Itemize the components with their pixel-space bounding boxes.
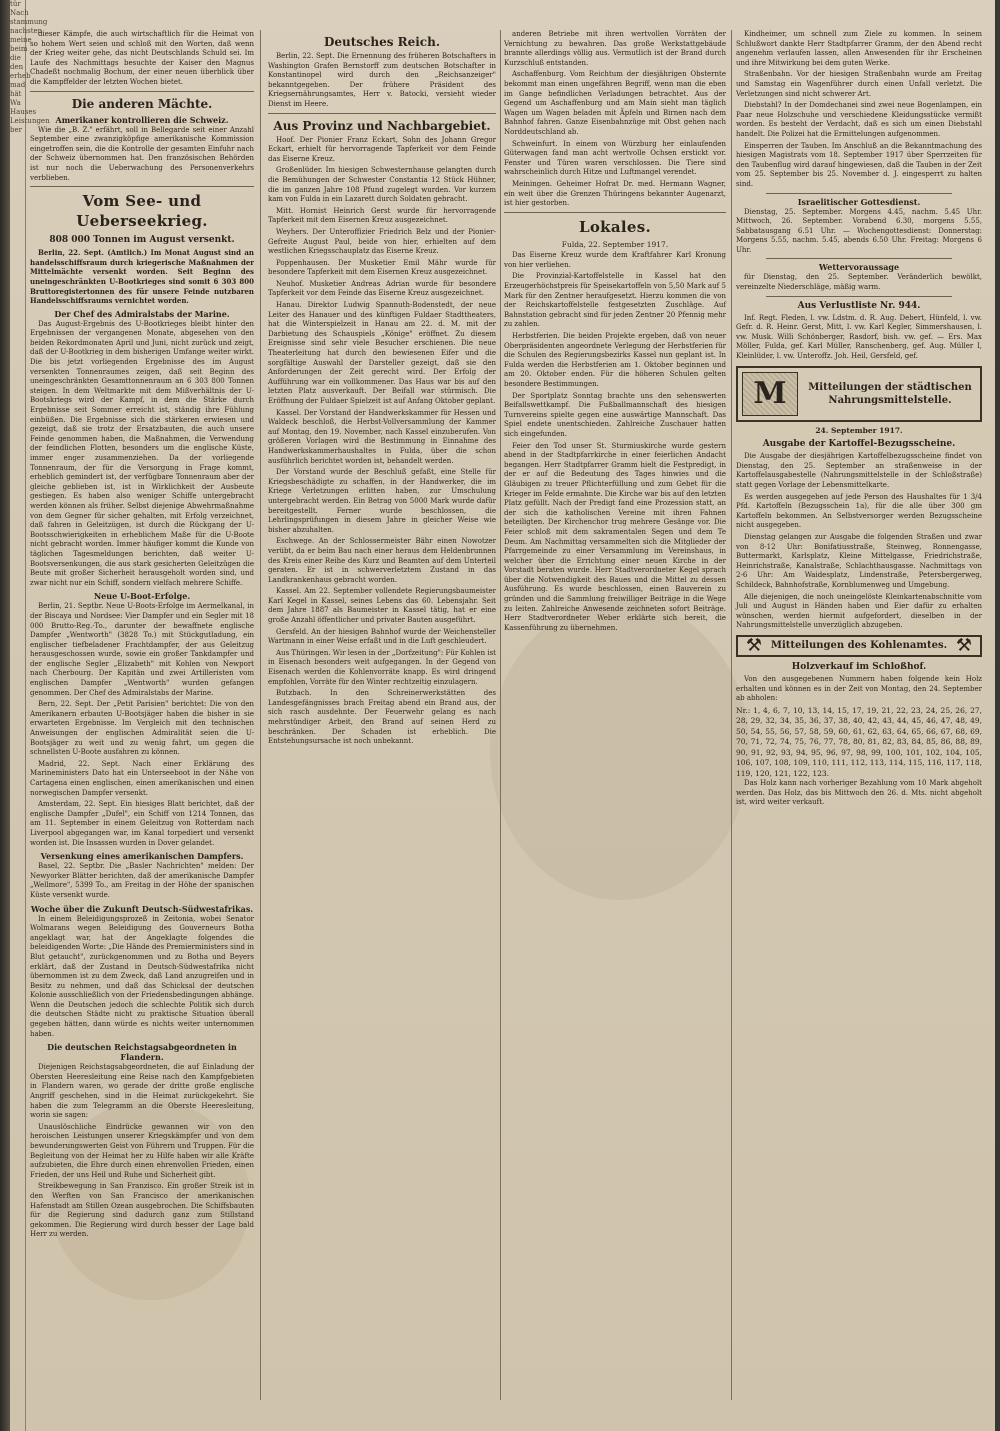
crossed-hammers-icon: ⚒ xyxy=(745,635,763,657)
column-rule xyxy=(731,30,732,1400)
article-text: Gersfeld. An der hiesigen Bahnhof wurde der Weichensteller Wartmann in einer Weise erfaßt und in die Luft geschleudert. xyxy=(268,627,496,646)
article-heading: Ausgabe der Kartoffel-Bezugsscheine. xyxy=(762,439,956,450)
article-text: Dienstag gelangen zur Ausgabe die folgenden Straßen und zwar von 8-12 Uhr: Bonifatiusstraße, Steinweg, Ronnengasse, Buttermarkt, Karlsplatz, Kleine Mittelgasse, Friedrichstraße, Heinrichstraße, Kanalstraße, Schlachthausgasse. Nachmittags von 2-6 Uhr: Am Waidesplatz, Lindenstraße, Petersbergerweg, Schildeck, Bahnhofstraße, Kornblumenweg und Umgebung. xyxy=(736,532,982,589)
article-text: Das Holz kann nach vorheriger Bezahlung vom 10 Mark abgeholt werden. Das Holz, das bis Mittwoch den 26. d. Mts. nicht abgeholt ist, wird weiter verkauft. xyxy=(736,779,982,807)
article-text: Kindheimer, um schnell zum Ziele zu kommen. In seinem Schlußwort dankte Herr Stadtpfarrer Gramm, der den Abend recht angenehm verlaufen lassen, allen Anwesenden für ihr Erscheinen und ihre Mitwirkung bei dem guten Werke. xyxy=(736,30,982,67)
article-text: Alle diejenigen, die noch uneingelöste Kleinkartenabschnitte vom Juli und August in Händen haben und Eier dafür zu erhalten wünschen, werden hiermit aufgefordert, dieselben in der Nahrungsmittelstelle unverzüglich abzugeben. xyxy=(736,592,982,630)
article-text: für Dienstag, den 25. September. Veränderlich bewölkt, vereinzelte Niederschläge, mäßig warm. xyxy=(736,273,982,292)
section-heading: Vom See- und Ueberseekrieg. xyxy=(76,192,208,231)
article-text: Feier den Tod unser St. Sturmiuskirche wurde gestern abend in der Stadtpfarrkirche in einer feierlichen Andacht begangen. Herr Stadtpfarrer Gramm hielt die Festpredigt, in der er auf die Bedeutung des Tages hinwies und die Gläubigen zu treuer Pflichterfüllung und zum Gebet für die Krieger im Felde ermahnte. Die Kirche war bis auf den letzten Platz gefüllt. Nach der Predigt fand eine Prozession statt, an der sich die katholischen Vereine mit ihren Fahnen beteiligten. Der Kirchenchor trug mehrere Gesänge vor. Die Feier schloß mit dem sakramentalen Segen und dem Te Deum. Am Nachmittag versammelten sich die Mitglieder der Pfarrgemeinde zu einer Versammlung im Vereinshaus, in welcher über die Errichtung einer neuen Kirche in der Vorstadt beraten wurde. Herr Stadtverordneter Kegel sprach über die Notwendigkeit des Baues und die Mittel zu dessen Ausführung. Es wurde beschlossen, einen Bauverein zu gründen und die Sammlung freiwilliger Beiträge in die Wege zu leiten. Zahlreiche Anwesende zeichneten sofort Beiträge. Herr Stadtverordneter Weber erklärte sich bereit, die Kassenführung zu übernehmen. xyxy=(504,441,726,632)
article-text: Hanau. Direktor Ludwig Spannuth-Bodenstedt, der neue Leiter des Hanauer und des künftigen Fuldaer Stadttheaters, hat die Winterspielzeit in Hanau am 22. d. M. mit der Darbietung des Schauspiels „Könige" eröffnet. Zu diesem Ereignisse sind sehr viele Besucher erschienen. Die neue Theaterleitung hat durch den bewiesenen Eifer und die sorgfältige Auswahl der Darsteller gezeigt, daß sie den Anforderungen der Zeit gerecht wird. Der Erfolg der Aufführung war ein vollkommener. Das Haus war bis auf den letzten Platz ausverkauft. Der Beifall war stürmisch. Die Eröffnung der Fuldaer Spielzeit ist auf Anfang Oktober geplant. xyxy=(268,301,496,405)
article-heading: Woche über die Zukunft Deutsch-Südwestafrikas. xyxy=(30,903,254,914)
article-heading: Die deutschen Reichstagsabgeordneten in Flandern. xyxy=(47,1042,237,1063)
article-text: Hoof. Der Pionier Franz Eckart, Sohn des Johann Gregor Eckart, erhielt für hervorragende Tapferkeit vor dem Feinde das Eiserne Kreuz. xyxy=(268,135,496,163)
article-text: Kassel. Am 22. September vollendete Regierungsbaumeister Karl Kegel in Kassel, seines Lebens das 60. Lebensjahr. Seit dem Jahre 1887 als Baumeister in Kassel tätig, hat er eine große Anzahl öffentlicher und privater Bauten ausgeführt. xyxy=(268,587,496,625)
article-text: Dienstag, 25. September. Morgens 4.45, nachm. 5.45 Uhr. Mittwoch, 26. September. Vorabend 6.30, morgens 5.55, Sabbatausgang 6.51 Uhr. — Wochengottesdienst: Donnerstag: Morgens 5.55, nachm. 5.45, abends 6.50 Uhr. Freitag: Morgens 6 Uhr. xyxy=(736,207,982,254)
article-text: Der Vorstand wurde der Beschluß gefaßt, eine Stelle für Kriegsbeschädigte zu schaffen, in der Handwerker, die im Kriege Verletzungen erlitten haben, zur Umschulung untergebracht werden. Ein Betrag von 5000 Mark wurde dafür bereitgestellt. Ferner wurde beschlossen, die Lehrlingsprüfungen in diesem Jahre in gleicher Weise wie bisher abzuhalten. xyxy=(268,468,496,534)
article-heading: Wettervoraussage xyxy=(818,262,900,273)
section-heading: Die anderen Mächte. xyxy=(71,96,213,111)
article-text: Das August-Ergebnis des U-Bootkrieges bleibt hinter den Ergebnissen der vergangenen Monate, abgesehen von den beiden Rekordmonaten April und Juni, nicht zurück und zeigt, daß der U-Bootkrieg in dem bisherigen Umfange weiter wirkt. Die bis jetzt vorliegenden Ergebnisse des im August versenkten Tonnenraumes zeigen, daß seit Beginn des uneingeschränkten Gesamttonnenraum an 6 303 800 Tonnen steigen. In dem Weltmarkte mit dem Mißverhältnis der U-Bootskriegs wird der Kampf, in dem die Stärke durch Ergebnisse seit Sommer erreicht ist, ständig ihre Fühlung einbüßen. Die Ergebnisse sich die stärkeren erwiesen und gezeigt, daß sie trotz der Ersatzbauten, die auch unsere Feinde genommen haben, die Maßnahmen, die Verwendung der feindlichen Flotten, besonders um die englische Küste, immer enger zusammenziehen. Da der vorliegende Tonnenraum, der für die Versorgung in Frage kommt, erheblich gemindert ist, der verfügbare Tonnenraum aber der gleiche geblieben ist, ist in Wirklichkeit der Ausbeute gestiegen. Es haben also weniger Schiffe untergebracht werden können als früher. Selbst diejenige Abwehrmaßnahme von dem Gegner für sicher gehalten, mit Erfolg verzeichnet, daß fahren in Geleitzügen, ist durch die Rückgang der U-Bootsschwierigkeiten in erheblichem Maße für die U-Boote nicht gebracht worden. Immer häufiger kommt die Kunde von täglichen Tagesmeldungen berichten, daß weiter U-Bootsversenkungen, die aus stark gesicherten Geleitzügen die Beute mit großer Sicherheit herausgeholt worden sind, und zwar nicht nur ein Schiff, sondern vielfach mehrere Schiffe. xyxy=(30,319,254,587)
divider xyxy=(30,91,254,92)
article-text: Berlin, 22. Sept. Die Ernennung des früheren Botschafters in Washington Grafen Bernstorff zum deutschen Botschafter in Konstantinopel wird durch den „Reichsanzeiger" bekanntgegeben. Der frühere Präsident des Kriegsernährungsamtes, Herr v. Batocki, versieht wieder Dienst im Heere. xyxy=(268,52,496,108)
notice-box-kohlenamt xyxy=(736,635,982,657)
article-text: Straßenbahn. Vor der hiesigen Straßenbahn wurde am Freitag und Samstag ein Wagenführer durch einen Unfall verletzt. Die Verletzungen sind nicht schwerer Art. xyxy=(736,70,982,98)
notice-title: Mitteilungen der städtischen Nahrungsmittelstelle. xyxy=(808,381,972,406)
article-text: Es werden ausgegeben auf jede Person des Haushaltes für 1 3/4 Pfd. Kartoffeln (Bezugsschein 1a), für die alle über 300 gm Kartoffeln bekommen. An Selbstversorger werden Bezugsscheine nicht ausgegeben. xyxy=(736,492,982,530)
notice-title: Mitteilungen des Kohlenamtes. xyxy=(770,639,948,651)
margin-strip: tür Nach stammung nachsten meine beim die den erheb mad hät Wa Hauses Leistungen ber xyxy=(10,0,26,1431)
newspaper-page xyxy=(10,0,995,1431)
article-heading: Amerikaner kontrollieren die Schweiz. xyxy=(55,114,229,125)
article-text: Die Provinzial-Kartoffelstelle in Kassel hat den Erzeugerhöchstpreis für Speisekartoffeln von 5,50 Mark auf 5 Mark für den Zentner heraufgesetzt. Hierzu kommen die von der Reichskartoffelstelle festgesetzten Zuschläge. Auf Bahnstation gebracht sind für jeden Zentner 20 Pfennig mehr zu zahlen. xyxy=(504,272,726,329)
article-text: In einem Beleidigungsprozeß in Zeitonia, wobei Senator Wolmarans wegen Beleidigung des Gouverneurs Botha angeklagt war, hat der Angeklagte folgendes die beleidigenden Worte: „Die Hände des Premierministers sind in Blut getaucht", zurückgenommen und zu Botha und Beyers erklärt, daß der Zustand in Deutsch-Südwestafrika nicht übernommen ist zu dem Zweck, daß Land anzugreifen und in Besitz zu nehmen, und daß das Schicksal der deutschen Kolonie ausschließlich von der Friedensbedingungen abhänge. Wenn die Deutschen jedoch die schlechte Politik sich durch die deutschen Städte nicht zu praktische Situation überall gegeben hätten, dann würde es nichts weiter unternommen haben. xyxy=(30,914,254,1038)
article-text: Streikbewegung in San Franzisco. Ein großer Streik ist in den Werften von San Francisco der amerikanischen Hafenstadt am Stillen Ozean ausgebrochen. Die Schiffsbauten für die Regierung sind dadurch ganz zum Stillstand gekommen. Die Regierung wird durch besser der Lage bald Herr zu werden. xyxy=(30,1182,254,1239)
article-text: Mitt. Hornist Heinrich Gerst wurde für hervorragende Tapferkeit mit dem Eisernen Kreuz ausgezeichnet. xyxy=(268,206,496,225)
column-rule xyxy=(260,30,261,1400)
column-rule xyxy=(500,30,501,1400)
page-edge-shadow xyxy=(0,0,10,1431)
article-text: Bern, 22. Sept. Der „Petit Parisien" berichtet: Die von den Amerikanern erbauten U-Bootsjäger haben die bisher in sie erwarteten Ergebnisse. Im Vergleich mit den technischen Anweisungen der englischen Admiralität seien die U-Bootsjäger zu weit und zu wenig fahrt, um gegen die schnellsten U-Boote ausfahren zu können. xyxy=(30,700,254,757)
article-text: Aus Thüringen. Wir lesen in der „Dorfzeitung": Für Kohlen ist in Eisenach besonders weit aufgegangen. In der Gegend von Eisenach werden die Kohlenvorräte knapp. Es wird dringend empfohlen, Vorräte für den Winter rechtzeitig einzulagern. xyxy=(268,648,496,686)
article-text: Butzbach. In den Schreinerwerkstätten des Landesgefängnisses brach Freitag abend ein Brand aus, der sich rasch ausdehnte. Der Feuerwehr gelang es nach mehrstündiger Arbeit, den Brand auf seinen Herd zu beschränken. Der Schaden ist erheblich. Die Entstehungsursache ist noch unbekannt. xyxy=(268,689,496,746)
article-text: Von den ausgegebenen Nummern haben folgende kein Holz erhalten und können es in der Zeit von Montag, den 24. September ab abholen: xyxy=(736,674,982,703)
column-2 xyxy=(268,30,496,1400)
article-text: Poppenhausen. Der Musketier Emil Mähr wurde für besondere Tapferkeit mit dem Eisernen Kreuz ausgezeichnet. xyxy=(268,258,496,277)
notice-box-nahrungsmittel xyxy=(736,366,982,422)
article-text: Eschwege. An der Schlossermeister Bähr einen Nowotzer verübt, da er beim Bau nach einer heraus dem Heldenbrunnen des Kreis einer Reihe des Kurz und Beamten auf dem Unterteil geraten. Er ist in schwerverletztem Zustand in das Landkrankenhaus gebracht worden. xyxy=(268,537,496,584)
article-text: Aschaffenburg. Vom Reichtum der diesjährigen Obsternte bekommt man einen ungefähren Begriff, wenn man die eben im Gange befindlichen Verladungen betrachtet. Aus der Gegend um Aschaffenburg und am Main sieht man täglich Wagen um Wagen beladen mit Äpfeln und Birnen nach dem Bahnhof fahren. Ganze Eisenbahnzüge mit Obst gehen nach Norddeutschland ab. xyxy=(504,70,726,136)
article-text: Diejenigen Reichstagsabgeordneten, die auf Einladung der Obersten Heeresleitung eine Reise nach den Kampfgebieten in Flandern waren, wo gerade der dritte große englische Angriff geschehen, sind in die Heimat zurückgekehrt. Sie haben die zum Telegramm an die Oberste Heeresleitung, worin sie sagen: xyxy=(30,1063,254,1120)
article-text: Berlin, 21. Septbr. Neue U-Boots-Erfolge im Aermelkanal, in der Biscaya und Nordsee: Vier Dampfer und ein Segler mit 18 000 Brutto-Reg.-To., darunter der bewaffnete englische Dampfer „Wentworth" (3828 To.) mit Stückgutladung, ein englischer tiefbeladener Frachtdampfer, der aus Geleitzug herausgeschossen wurde, sowie ein großer Tankdampfer und der englische Segler „Elizabeth" mit Kohlen von Newport nach Cherbourg. Der Kapitän und zwei Artilleristen vom englischen Dampfer „Wentworth" wurden gefangen genommen. Der Chef des Admiralstabs der Marine. xyxy=(30,602,254,697)
divider xyxy=(766,258,952,259)
section-heading: Lokales. xyxy=(579,217,651,236)
article-heading: Israelitischer Gottesdienst. xyxy=(797,196,921,207)
article-text: Amsterdam, 22. Sept. Ein hiesiges Blatt berichtet, daß der englische Dampfer „Dufel", ein Schiff von 1214 Tonnen, das am 11. September in einem Geleitzug von Rotterdam nach Liverpool abgegangen war, im Kanal torpediert und versenkt worden ist. Die Insassen wurden in Dover gelandet. xyxy=(30,800,254,847)
column-4 xyxy=(736,30,982,1400)
article-text: Die Ausgabe der diesjährigen Kartoffelbezugsscheine findet von Dienstag, den 25. September an straßenweise in der Kartoffelausgabestelle (Nahrungsmittelstelle in der Schloßstraße) statt gegen Vorlage der Lebensmittelkarte. xyxy=(736,452,982,489)
article-text: Schweinfurt. In einem von Würzburg her einlaufenden Güterwagen fand man acht wertvolle Ochsen erstickt vor. Fenster und Türen waren verschlossen. Die Tiere sind wahrscheinlich durch Hitze und Luftmangel verendet. xyxy=(504,139,726,177)
section-heading: Deutsches Reich. xyxy=(323,35,441,49)
signature: Der Chef des Admiralstabs der Marine. xyxy=(54,308,230,319)
article-text: Einsperren der Tauben. Im Anschluß an die Bekanntmachung des hiesigen Magistrats vom 18. September 1917 über Sperrzeiten für den Taubenflug wird darauf hingewiesen, daß die Tauben in der Zeit vom 25. September bis 25. November d. J. eingesperrt zu halten sind. xyxy=(736,141,982,188)
article-text: Großenlüder. Im hiesigen Schwesternhause gelangten durch die Bemühungen der Schwester Constantia 12 Stück Hühner, die im ganzen Jahre 108 Pfund zugelegt wurden. Vor kurzem kam von Fulda in ein Lazarett durch Soldaten gebracht. xyxy=(268,166,496,204)
article-text: Meiningen. Geheimer Hofrat Dr. med. Hermann Wagner, ein weit über die Grenzen Thüringens bekannter Augenarzt, ist hier gestorben. xyxy=(504,179,726,208)
article-text: dieser Kämpfe, die auch wirtschaftlich für die Heimat von so hohem Wert seien und schloß mit den Worten, daß wenn der Krieg weiter gehe, das nicht Deutschlands Schuld sei. Im Laufe des Nachmittags besuchte der Kaiser den Magnus Chadeßt nochmalig Bochum, der einer neuen überblick über die Kampffelder der letzten Wochen bietet. xyxy=(30,30,254,86)
article-text: Madrid, 22. Sept. Nach einer Erklärung des Marineministers Dato hat ein Unterseeboot in der Nähe von Cartagena einen englischen, einen amerikanischen und einen norwegischen Dampfer versenkt. xyxy=(30,759,254,797)
article-heading: Holzverkauf im Schloßhof. xyxy=(791,661,927,672)
column-3 xyxy=(504,30,726,1400)
crossed-hammers-icon: ⚒ xyxy=(955,635,973,657)
article-text: Herbstferien. Die beiden Projekte ergeben, daß von neuer Oberpräsidenten angeordnete Verlegung der Herbstferien für die Schulen des Regierungsbezirks Kassel nun geplant ist. In Fulda werden die Herbstferien am 1. Oktober beginnen und am 20. Oktober enden. Für die höheren Schulen gelten besondere Bestimmungen. xyxy=(504,332,726,388)
article-text: Inf. Regt. Fleden, l. vw. Ldstm. d. R. Aug. Debert, Hünfeld, l. vw. Gefr. d. R. Heinr. Gerst, Mitt, l. vw. Karl Kegler, Simmershausen, l. vw. Musk. Willi Schönberger, Rasdorf, bish. vw. gef. — Ers. Max Möller, Fulda, gef. Karl Müller, Ranschenberg, gef. Aug. Müller I, Kleinlüder, l. vw. Unteroffz. Joh. Heil, Gersfeld, gef. xyxy=(736,313,982,361)
ornamental-initial-icon: M xyxy=(742,372,798,416)
article-heading: Versenkung eines amerikanischen Dampfers. xyxy=(40,851,244,862)
article-text: Wie die „B. Z." erfährt, soll in Bellegarde seit einer Anzahl September eine zwanzigköpfige amerikanische Kommission eingetroffen sein, die die Kontrolle der gesamten Einfuhr nach der Schweiz übernommen hat. Den französischen Behörden ist nur noch die Ueberwachung des Personenverkehrs verblieben. xyxy=(30,125,254,182)
dateline: 24. September 1917. xyxy=(815,425,903,435)
article-text: Unauslöschliche Eindrücke gewannen wir von den heroischen Leistungen unserer Kriegskämpfer und von dem bewunderungswerten Geist von Führern und Truppen. Für die Begleitung von der Heimat her zu Hilfe haben wir alle Kräfte aufzubieten, die Ehre durch einen ehrenvollen Frieden, einen Frieden, der uns Heil und Ruhe und Sicherheit gibt. xyxy=(30,1122,254,1179)
article-text: Der Sportplatz Sonntag brachte uns den sehenswerten Beifallswettkampf. Die Fußballmannschaft des hiesigen Turnvereins spielte gegen eine auswärtige Mannschaft. Das Spiel endete unentschieden. Zahlreiche Zuschauer hatten sich eingefunden. xyxy=(504,391,726,438)
section-heading: Aus Provinz und Nachbargebiet. xyxy=(273,118,491,133)
article-heading: Neue U-Boot-Erfolge. xyxy=(93,591,191,602)
divider xyxy=(766,193,952,194)
number-list: Nr.: 1, 4, 6, 7, 10, 13, 14, 15, 17, 19, 21, 22, 23, 24, 25, 26, 27, 28, 29, 32, 34, 35, 36, 37, 38, 40, 42, 43, 44, 45, 46, 47, 48, 49, 50, 54, 55, 56, 57, 58, 59, 60, 61, 62, 63, 64, 65, 66, 67, 68, 69, 70, 71, 72, 74, 75, 76, 77, 78, 80, 81, 82, 83, 84, 85, 86, 88, 89, 90, 91, 92, 93, 94, 95, 96, 97, 98, 99, 100, 101, 102, 104, 105, 106, 107, 108, 109, 110, 111, 112, 113, 114, 115, 116, 117, 118, 119, 120, 121, 122, 123. xyxy=(736,705,982,778)
article-text: Diebstahl? In der Domdechanei sind zwei neue Bogenlampen, ein Paar neue Holzschuhe und verschiedene Kleidungsstücke vermißt worden. Es besteht der Verdacht, daß es sich um einen Diebstahl handelt. Die Polizei hat die Ermittelungen aufgenommen. xyxy=(736,101,982,138)
article-text: Kassel. Der Vorstand der Handwerkskammer für Hessen und Waldeck beschloß, die Herbst-Vollversammlung der Kammer auf Montag, den 19. November, nach Kassel einzuberufen. Von größeren Vorlagen wird die Bestimmung in Einnahme des Handwerkskammerhaushaltes in Fulda, über die schon ausführlich berichtet worden ist, behandelt werden. xyxy=(268,408,496,465)
column-1 xyxy=(30,30,254,1400)
article-text: anderen Betriebe mit ihren wertvollen Vorräten der Vernichtung zu bewahren. Das große Werkstattgebäude brannte allerdings völlig aus. Vermutlich ist der Brand durch Kurzschluß entstanden. xyxy=(504,30,726,67)
divider xyxy=(268,113,496,114)
article-heading: Aus Verlustliste Nr. 944. xyxy=(797,300,921,311)
article-heading: 808 000 Tonnen im August versenkt. xyxy=(49,235,235,246)
article-text: Basel, 22. Septbr. Die „Basler Nachrichten" melden: Der Newyorker Blätter berichten, daß der amerikanische Dampfer „Wellmore", 5399 To., am Freitag in der Höhe der spanischen Küste versenkt wurde. xyxy=(30,862,254,899)
divider xyxy=(766,296,952,297)
divider xyxy=(30,186,254,187)
article-text: Weyhers. Der Unteroffizier Friedrich Belz und der Pionier-Gefreite August Paul, beide von hier, erhielten auf dem westlichen Kriegsschauplatz das Eiserne Kreuz. xyxy=(268,227,496,256)
article-text: Neuhof. Musketier Andreas Adrian wurde für besondere Tapferkeit vor dem Feinde das Eiserne Kreuz ausgezeichnet. xyxy=(268,279,496,298)
dateline: Fulda, 22. September 1917. xyxy=(561,239,669,249)
article-text: Berlin, 22. Sept. (Amtlich.) Im Monat August sind an handelsschiffsraum durch kriegerische Maßnahmen der Mittelmächte versenkt worden. Seit Beginn des uneingeschränkten U-Bootkrieges sind somit 6 303 800 Bruttoregistertonnen des für unsere Feinde nutzbaren Handelsschiffsraums vernichtet worden. xyxy=(30,248,254,306)
article-text: Das Eiserne Kreuz wurde dem Kraftfahrer Karl Kronung von hier verliehen. xyxy=(504,251,726,269)
divider xyxy=(504,212,726,213)
